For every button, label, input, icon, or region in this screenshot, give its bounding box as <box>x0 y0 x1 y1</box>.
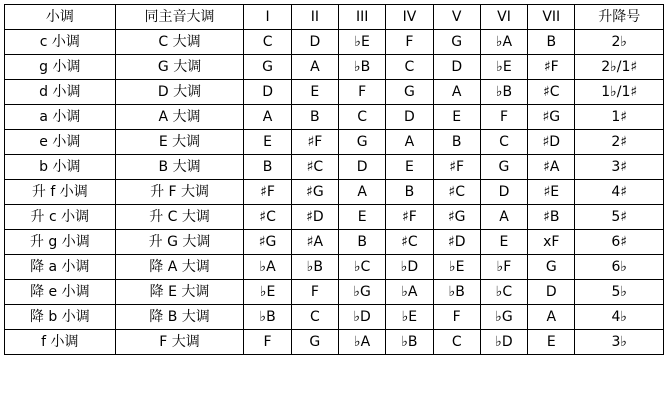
cell-degree-5: ♯G <box>433 205 480 230</box>
table-row <box>5 180 664 205</box>
cell-parallel-major-key: C 大调 <box>115 30 244 55</box>
cell-minor-key: 升 f 小调 <box>5 180 116 205</box>
cell-degree-1: F <box>244 330 291 355</box>
table-row <box>5 230 664 255</box>
cell-degree-6: F <box>480 105 527 130</box>
cell-key-signature: 3♯ <box>575 155 664 180</box>
cell-degree-4: E <box>386 155 433 180</box>
cell-degree-7: ♯C <box>528 80 575 105</box>
cell-degree-7: B <box>528 30 575 55</box>
cell-degree-1: ♭E <box>244 280 291 305</box>
cell-degree-5: ♭E <box>433 255 480 280</box>
cell-degree-7: G <box>528 255 575 280</box>
cell-degree-5: C <box>433 330 480 355</box>
cell-degree-6: A <box>480 205 527 230</box>
cell-degree-6: ♭A <box>480 30 527 55</box>
cell-degree-7: ♯E <box>528 180 575 205</box>
table-row <box>5 30 664 55</box>
table-row <box>5 155 664 180</box>
table-header <box>5 5 664 30</box>
cell-key-signature: 6♭ <box>575 255 664 280</box>
header-parallel-major-key: 同主音大调 <box>115 5 244 30</box>
cell-degree-1: E <box>244 130 291 155</box>
cell-minor-key: c 小调 <box>5 30 116 55</box>
header-degree-7: VII <box>528 5 575 30</box>
cell-parallel-major-key: 升 C 大调 <box>115 205 244 230</box>
cell-degree-5: ♭B <box>433 280 480 305</box>
cell-minor-key: d 小调 <box>5 80 116 105</box>
cell-degree-4: D <box>386 105 433 130</box>
cell-parallel-major-key: 升 G 大调 <box>115 230 244 255</box>
cell-key-signature: 3♭ <box>575 330 664 355</box>
cell-degree-6: ♭C <box>480 280 527 305</box>
cell-degree-5: E <box>433 105 480 130</box>
cell-parallel-major-key: D 大调 <box>115 80 244 105</box>
cell-degree-3: B <box>339 230 386 255</box>
cell-degree-7: xF <box>528 230 575 255</box>
table-row <box>5 205 664 230</box>
cell-degree-3: ♭G <box>339 280 386 305</box>
cell-degree-4: ♭B <box>386 330 433 355</box>
cell-degree-2: F <box>291 280 338 305</box>
header-row <box>5 5 664 30</box>
cell-parallel-major-key: E 大调 <box>115 130 244 155</box>
cell-degree-5: ♯C <box>433 180 480 205</box>
cell-minor-key: a 小调 <box>5 105 116 130</box>
cell-degree-7: ♯G <box>528 105 575 130</box>
cell-degree-1: ♯G <box>244 230 291 255</box>
cell-degree-6: E <box>480 230 527 255</box>
header-degree-1: I <box>244 5 291 30</box>
cell-degree-5: G <box>433 30 480 55</box>
cell-degree-3: ♭D <box>339 305 386 330</box>
cell-degree-2: C <box>291 305 338 330</box>
header-degree-6: VI <box>480 5 527 30</box>
cell-degree-2: ♯F <box>291 130 338 155</box>
cell-degree-5: A <box>433 80 480 105</box>
cell-degree-7: A <box>528 305 575 330</box>
cell-minor-key: b 小调 <box>5 155 116 180</box>
cell-degree-4: G <box>386 80 433 105</box>
cell-degree-2: ♯C <box>291 155 338 180</box>
cell-degree-3: ♭E <box>339 30 386 55</box>
cell-minor-key: 降 a 小调 <box>5 255 116 280</box>
cell-key-signature: 5♯ <box>575 205 664 230</box>
cell-degree-3: G <box>339 130 386 155</box>
cell-degree-2: ♯D <box>291 205 338 230</box>
cell-degree-6: G <box>480 155 527 180</box>
cell-degree-4: B <box>386 180 433 205</box>
cell-degree-4: ♭D <box>386 255 433 280</box>
cell-degree-2: G <box>291 330 338 355</box>
cell-parallel-major-key: 降 E 大调 <box>115 280 244 305</box>
table-row <box>5 330 664 355</box>
cell-degree-4: F <box>386 30 433 55</box>
cell-key-signature: 1♭/1♯ <box>575 80 664 105</box>
cell-degree-4: ♭A <box>386 280 433 305</box>
cell-minor-key: f 小调 <box>5 330 116 355</box>
cell-degree-3: ♭C <box>339 255 386 280</box>
cell-key-signature: 5♭ <box>575 280 664 305</box>
cell-key-signature: 4♭ <box>575 305 664 330</box>
cell-parallel-major-key: G 大调 <box>115 55 244 80</box>
cell-degree-6: ♭D <box>480 330 527 355</box>
cell-degree-5: D <box>433 55 480 80</box>
cell-minor-key: 降 b 小调 <box>5 305 116 330</box>
cell-degree-2: ♯G <box>291 180 338 205</box>
cell-minor-key: e 小调 <box>5 130 116 155</box>
cell-degree-7: ♯B <box>528 205 575 230</box>
header-minor-key: 小调 <box>5 5 116 30</box>
cell-degree-6: C <box>480 130 527 155</box>
cell-degree-1: ♯F <box>244 180 291 205</box>
cell-minor-key: 降 e 小调 <box>5 280 116 305</box>
cell-degree-4: ♭E <box>386 305 433 330</box>
cell-degree-5: F <box>433 305 480 330</box>
cell-degree-6: ♭B <box>480 80 527 105</box>
cell-degree-3: E <box>339 205 386 230</box>
cell-degree-6: D <box>480 180 527 205</box>
cell-degree-1: G <box>244 55 291 80</box>
table-row <box>5 255 664 280</box>
cell-degree-2: ♭B <box>291 255 338 280</box>
cell-degree-1: B <box>244 155 291 180</box>
header-degree-4: IV <box>386 5 433 30</box>
cell-degree-5: ♯D <box>433 230 480 255</box>
cell-degree-5: B <box>433 130 480 155</box>
cell-degree-3: A <box>339 180 386 205</box>
cell-key-signature: 4♯ <box>575 180 664 205</box>
table-row <box>5 80 664 105</box>
table-row <box>5 305 664 330</box>
cell-degree-7: E <box>528 330 575 355</box>
cell-parallel-major-key: B 大调 <box>115 155 244 180</box>
header-key-signature: 升降号 <box>575 5 664 30</box>
cell-degree-1: D <box>244 80 291 105</box>
header-degree-3: III <box>339 5 386 30</box>
cell-degree-2: E <box>291 80 338 105</box>
header-degree-2: II <box>291 5 338 30</box>
cell-key-signature: 6♯ <box>575 230 664 255</box>
table-row <box>5 130 664 155</box>
cell-degree-2: A <box>291 55 338 80</box>
cell-degree-6: ♭E <box>480 55 527 80</box>
cell-degree-3: C <box>339 105 386 130</box>
table-body <box>5 30 664 355</box>
cell-parallel-major-key: A 大调 <box>115 105 244 130</box>
cell-degree-3: D <box>339 155 386 180</box>
table-row <box>5 280 664 305</box>
cell-key-signature: 2♭ <box>575 30 664 55</box>
cell-degree-7: ♯F <box>528 55 575 80</box>
cell-degree-1: C <box>244 30 291 55</box>
cell-parallel-major-key: 降 A 大调 <box>115 255 244 280</box>
table-row <box>5 105 664 130</box>
cell-parallel-major-key: 降 B 大调 <box>115 305 244 330</box>
header-degree-5: V <box>433 5 480 30</box>
cell-degree-2: B <box>291 105 338 130</box>
cell-degree-6: ♭G <box>480 305 527 330</box>
cell-parallel-major-key: F 大调 <box>115 330 244 355</box>
cell-minor-key: g 小调 <box>5 55 116 80</box>
cell-minor-key: 升 c 小调 <box>5 205 116 230</box>
cell-degree-5: ♯F <box>433 155 480 180</box>
cell-key-signature: 1♯ <box>575 105 664 130</box>
cell-degree-6: ♭F <box>480 255 527 280</box>
cell-minor-key: 升 g 小调 <box>5 230 116 255</box>
table-row <box>5 55 664 80</box>
cell-degree-4: C <box>386 55 433 80</box>
cell-degree-3: F <box>339 80 386 105</box>
cell-parallel-major-key: 升 F 大调 <box>115 180 244 205</box>
cell-degree-1: ♯C <box>244 205 291 230</box>
cell-key-signature: 2♯ <box>575 130 664 155</box>
cell-degree-1: ♭B <box>244 305 291 330</box>
cell-degree-4: ♯F <box>386 205 433 230</box>
cell-degree-1: ♭A <box>244 255 291 280</box>
cell-degree-4: ♯C <box>386 230 433 255</box>
cell-key-signature: 2♭/1♯ <box>575 55 664 80</box>
cell-degree-1: A <box>244 105 291 130</box>
cell-degree-3: ♭B <box>339 55 386 80</box>
cell-degree-2: ♯A <box>291 230 338 255</box>
cell-degree-4: A <box>386 130 433 155</box>
cell-degree-7: ♯D <box>528 130 575 155</box>
cell-degree-2: D <box>291 30 338 55</box>
cell-degree-3: ♭A <box>339 330 386 355</box>
scale-table <box>4 4 664 355</box>
cell-degree-7: D <box>528 280 575 305</box>
cell-degree-7: ♯A <box>528 155 575 180</box>
